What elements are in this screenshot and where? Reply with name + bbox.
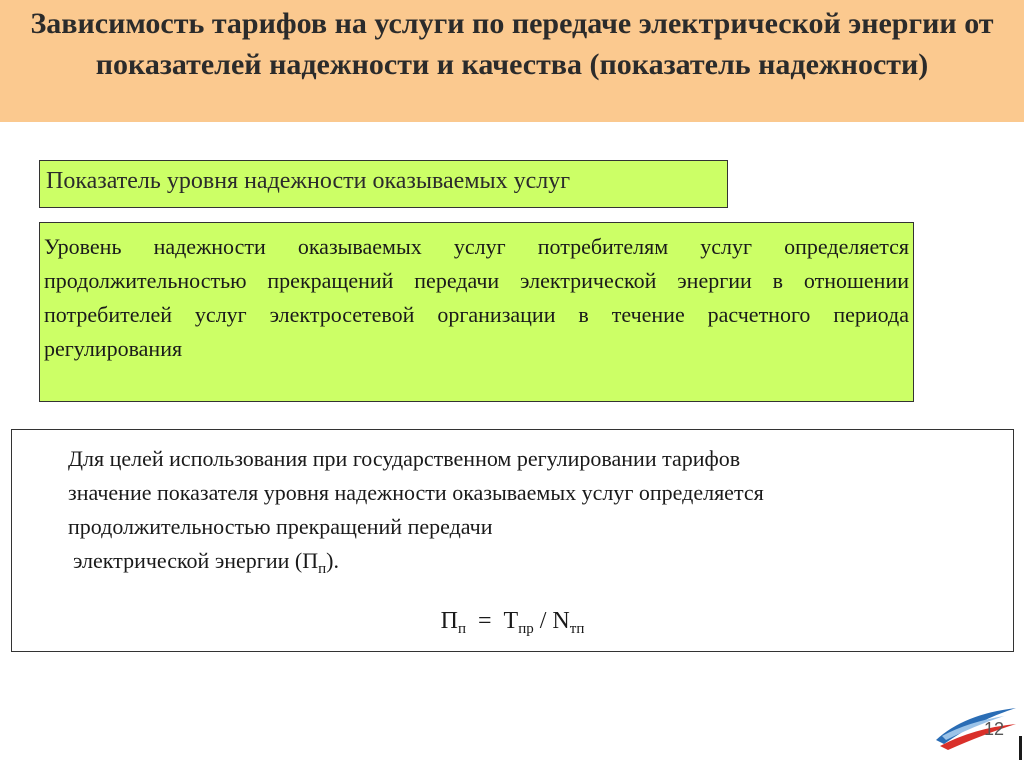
note-line-4 bbox=[68, 544, 983, 578]
formula-denominator-subscript: тп bbox=[569, 621, 585, 637]
swoosh-logo-icon bbox=[934, 700, 1018, 752]
definition-text: Уровень надежности оказываемых услуг потребителям услуг определяется продолжительностью прекращений передачи электрической энергии в отношении потребителей услуг электросетевой организации в течение расчетного периода регулирования bbox=[44, 234, 909, 361]
note-line-4-subscript: п bbox=[318, 561, 327, 577]
corner-mark bbox=[1019, 736, 1022, 760]
note-line-2: значение показателя уровня надежности оказываемых услуг определяется bbox=[68, 480, 764, 505]
formula-slash: / bbox=[539, 608, 547, 634]
note-line-1: Для целей использования при государственном регулировании тарифов bbox=[68, 446, 741, 471]
formula-numerator-subscript: пр bbox=[518, 621, 534, 637]
title-band bbox=[0, 0, 1024, 122]
formula-numerator: Т bbox=[503, 608, 519, 634]
formula-denominator: N bbox=[552, 608, 570, 634]
note-line-3: продолжительностью прекращений передачи bbox=[68, 514, 493, 539]
page-number: 12 bbox=[984, 719, 1005, 739]
reliability-heading-box bbox=[39, 160, 728, 208]
reliability-heading: Показатель уровня надежности оказываемых услуг bbox=[46, 168, 571, 194]
note-line-4-text: электрической энергии (П bbox=[73, 548, 319, 573]
formula-equals: = bbox=[478, 608, 492, 634]
formula-lhs: П bbox=[440, 608, 458, 634]
note-box bbox=[11, 429, 1014, 652]
slide-title: Зависимость тарифов на услуги по передаче электрической энергии от показателей надежности и качества (показатель надежности) bbox=[30, 7, 994, 81]
formula bbox=[12, 606, 1013, 636]
definition-box bbox=[39, 222, 914, 402]
formula-lhs-subscript: п bbox=[457, 621, 466, 637]
note-line-4-end: ). bbox=[326, 548, 339, 573]
